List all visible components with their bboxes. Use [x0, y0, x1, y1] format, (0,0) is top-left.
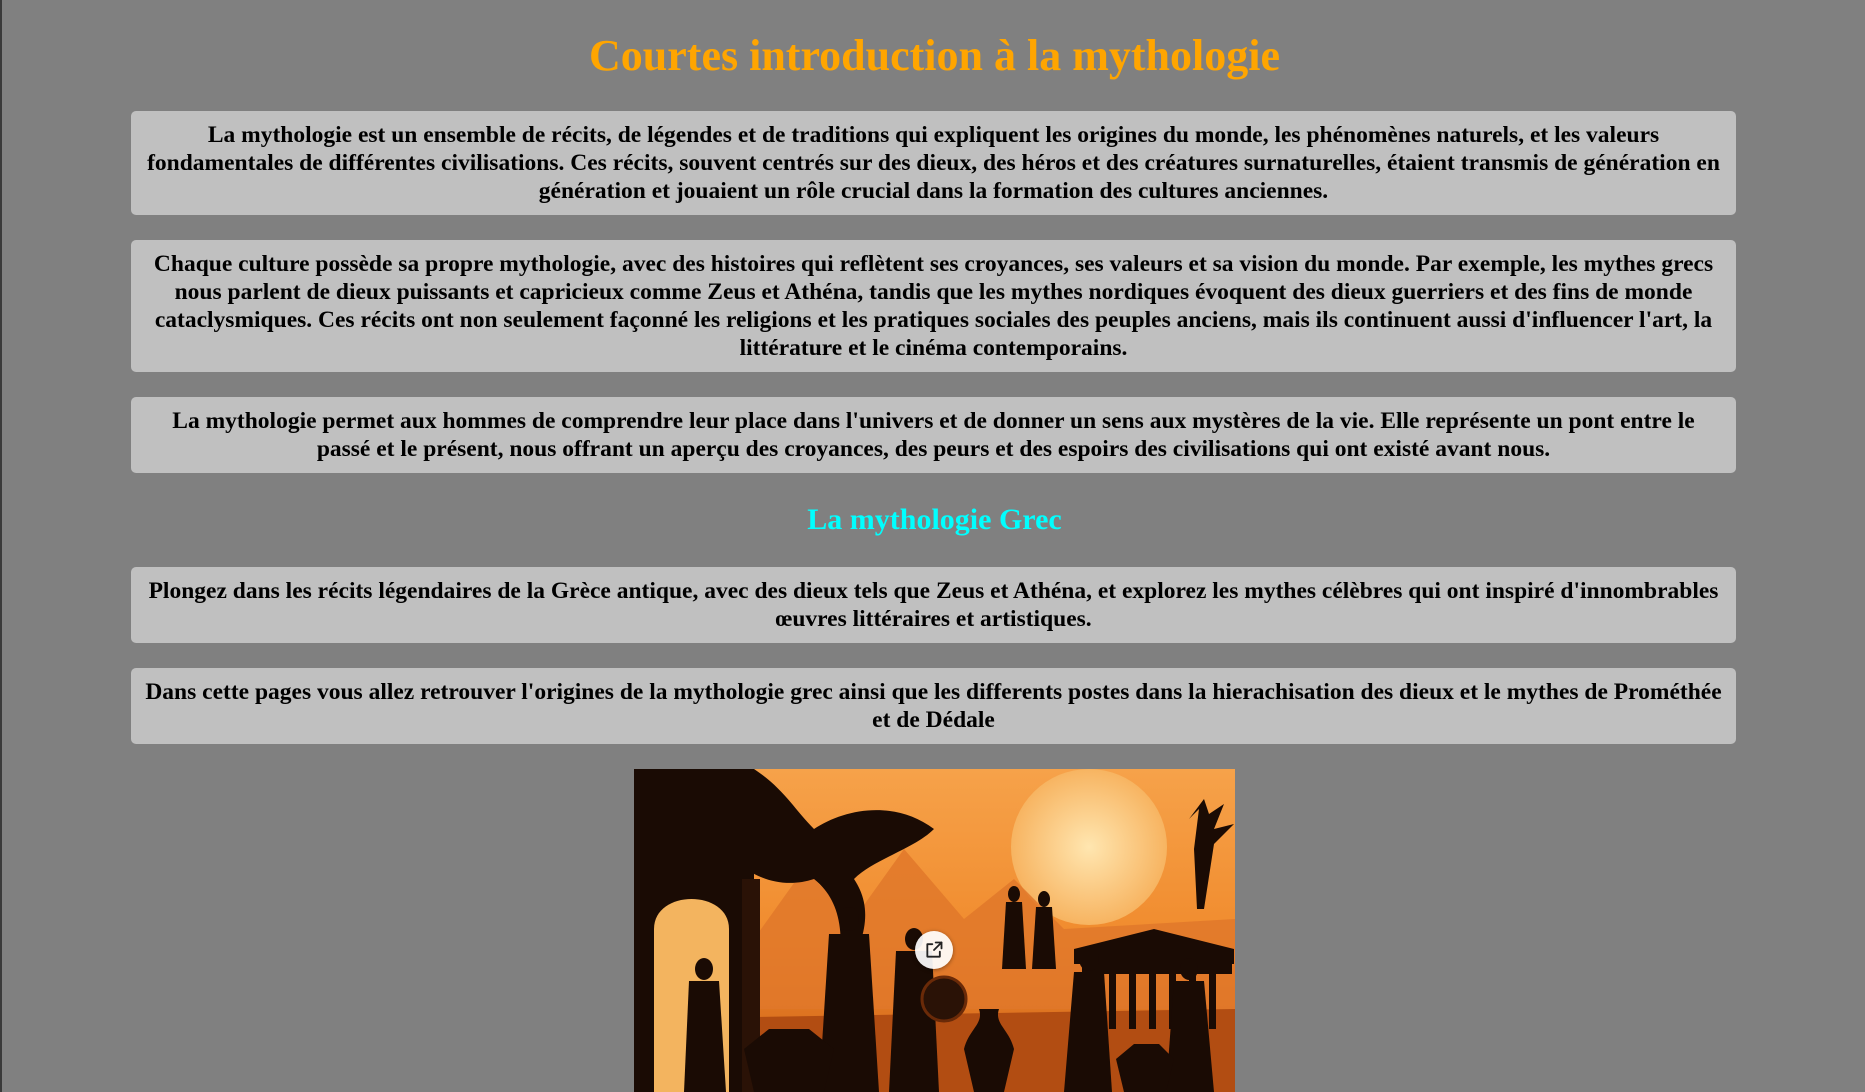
section-title: La mythologie Grec: [807, 503, 1062, 536]
open-in-new-icon: [924, 940, 944, 960]
greek-paragraph-1: Plongez dans les récits légendaires de la Grèce antique, avec des dieux tels que Zeus et Athéna, et explorez les mythes célèbres qui ont inspiré d'innombrables œuvres littéraires et artistiques.: [131, 567, 1736, 643]
page-title: Courtes introduction à la mythologie: [589, 31, 1280, 80]
open-image-button[interactable]: [915, 931, 953, 969]
intro-paragraph-3: La mythologie permet aux hommes de comprendre leur place dans l'univers et de donner un sens aux mystères de la vie. Elle représente un pont entre le passé et le présent, nous offrant un aperçu des croyances, des peurs et des espoirs des civilisations qui ont existé avant nous.: [131, 397, 1736, 473]
greek-paragraph-2: Dans cette pages vous allez retrouver l'origines de la mythologie grec ainsi que les differents postes dans la hierachisation des dieux et le mythes de Prométhée et de Dédale: [131, 668, 1736, 744]
intro-paragraph-1: La mythologie est un ensemble de récits, de légendes et de traditions qui expliquent les origines du monde, les phénomènes naturels, et les valeurs fondamentales de différentes civilisations. Ces récits, souvent centrés sur des dieux, des héros et des créatures surnaturelles, étaient transmis de génération en génération et jouaient un rôle crucial dans la formation des cultures anciennes.: [131, 111, 1736, 215]
intro-paragraph-2: Chaque culture possède sa propre mythologie, avec des histoires qui reflètent ses croyances, ses valeurs et sa vision du monde. Par exemple, les mythes grecs nous parlent de dieux puissants et capricieux comme Zeus et Athéna, tandis que les mythes nordiques évoquent des dieux guerriers et des fins de monde cataclysmiques. Ces récits ont non seulement façonné les religions et les pratiques sociales des peuples anciens, mais ils continuent aussi d'influencer l'art, la littérature et le cinéma contemporains.: [131, 240, 1736, 372]
